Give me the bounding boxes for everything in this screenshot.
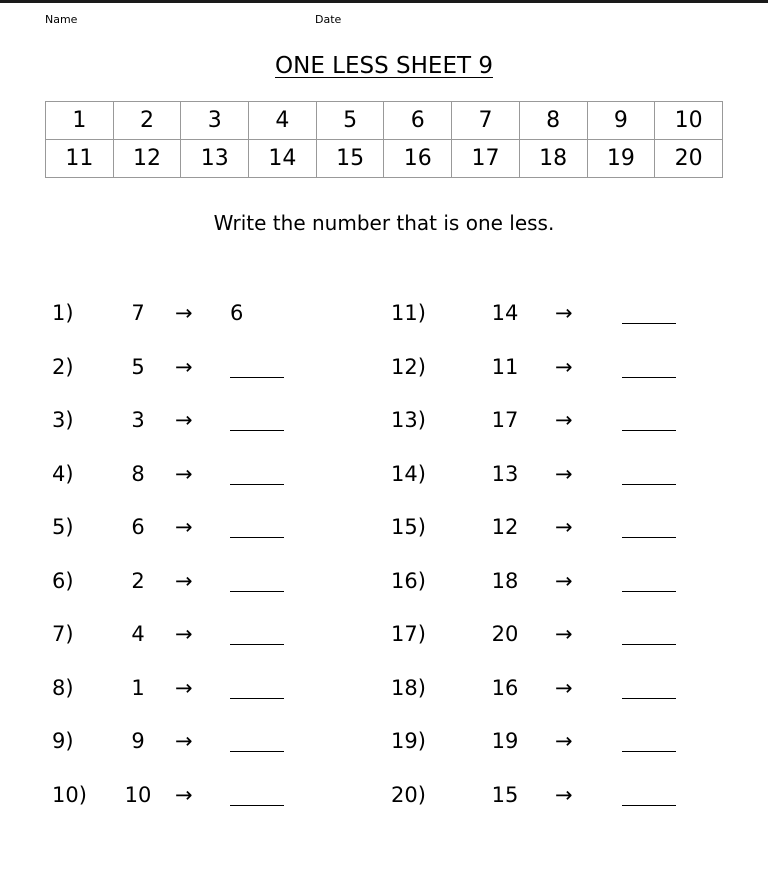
grid-cell: 14	[249, 140, 317, 178]
answer-blank[interactable]	[622, 698, 676, 699]
arrow-right-icon: →	[175, 622, 193, 646]
arrow-right-icon: →	[175, 461, 193, 486]
problem-label: 14)	[391, 461, 426, 486]
problem-label: 6)	[52, 568, 74, 593]
problem-label: 2)	[52, 354, 74, 379]
arrow-right-icon: →	[175, 408, 193, 432]
problem-label: 9)	[52, 729, 74, 753]
number-grid	[45, 101, 723, 178]
answer-blank[interactable]	[230, 484, 284, 485]
grid-cell: 2	[113, 102, 181, 140]
answer-blank[interactable]	[622, 323, 676, 324]
grid-cell: 5	[316, 102, 384, 140]
date-label: Date	[315, 13, 342, 26]
answer-blank[interactable]	[622, 377, 676, 378]
problem-number: 10	[124, 782, 152, 807]
problem-label: 3)	[52, 408, 74, 432]
answer-blank[interactable]	[622, 644, 676, 645]
answer-blank[interactable]	[230, 805, 284, 806]
answer-blank[interactable]	[622, 751, 676, 752]
grid-cell: 4	[249, 102, 317, 140]
arrow-right-icon: →	[175, 354, 193, 379]
arrow-right-icon: →	[555, 675, 573, 700]
problem-number: 15	[491, 782, 519, 807]
answer-blank[interactable]	[230, 377, 284, 378]
problem-number: 11	[491, 354, 519, 379]
answer-blank[interactable]	[230, 430, 284, 431]
problem-number: 8	[131, 461, 145, 486]
problem-label: 20)	[391, 782, 426, 807]
problem-label: 19)	[391, 729, 426, 753]
arrow-right-icon: →	[175, 301, 193, 325]
grid-cell: 7	[452, 102, 520, 140]
number-grid-row	[46, 140, 723, 178]
answer-blank[interactable]	[230, 751, 284, 752]
answer-blank[interactable]	[230, 591, 284, 592]
top-rule	[0, 0, 768, 3]
problem-label: 17)	[391, 622, 426, 646]
problem-label: 12)	[391, 354, 426, 379]
number-grid-row	[46, 102, 723, 140]
arrow-right-icon: →	[555, 461, 573, 486]
answer-blank[interactable]	[622, 591, 676, 592]
arrow-right-icon: →	[555, 301, 573, 325]
answer-blank[interactable]	[622, 537, 676, 538]
arrow-right-icon: →	[175, 729, 193, 753]
arrow-right-icon: →	[555, 408, 573, 432]
grid-cell: 3	[181, 102, 249, 140]
name-label: Name	[45, 13, 78, 26]
problem-label: 16)	[391, 568, 426, 593]
problem-number: 16	[491, 675, 519, 700]
grid-cell: 8	[519, 102, 587, 140]
problem-number: 14	[491, 301, 519, 325]
arrow-right-icon: →	[175, 568, 193, 593]
arrow-right-icon: →	[555, 515, 573, 539]
answer-blank[interactable]	[622, 484, 676, 485]
arrow-right-icon: →	[175, 782, 193, 807]
problem-label: 4)	[52, 461, 74, 486]
arrow-right-icon: →	[175, 515, 193, 539]
arrow-right-icon: →	[175, 675, 193, 700]
answer-blank[interactable]	[230, 537, 284, 538]
instruction: Write the number that is one less.	[213, 211, 555, 235]
problem-number: 19	[491, 729, 519, 753]
problem-number: 7	[131, 301, 145, 325]
grid-cell: 10	[655, 102, 723, 140]
grid-cell: 15	[316, 140, 384, 178]
problem-label: 18)	[391, 675, 426, 700]
problem-number: 1	[131, 675, 145, 700]
page-title-text: ONE LESS SHEET 9	[275, 53, 493, 79]
grid-cell: 9	[587, 102, 655, 140]
arrow-right-icon: →	[555, 729, 573, 753]
problem-number: 2	[131, 568, 145, 593]
grid-cell: 16	[384, 140, 452, 178]
problem-label: 1)	[52, 301, 74, 325]
problem-label: 10)	[52, 782, 87, 807]
answer-blank[interactable]	[622, 805, 676, 806]
arrow-right-icon: →	[555, 568, 573, 593]
answer-value: 6	[230, 301, 244, 325]
problem-number: 18	[491, 568, 519, 593]
grid-cell: 12	[113, 140, 181, 178]
grid-cell: 13	[181, 140, 249, 178]
grid-cell: 1	[46, 102, 114, 140]
grid-cell: 6	[384, 102, 452, 140]
problem-label: 5)	[52, 515, 74, 539]
problem-label: 7)	[52, 622, 74, 646]
problem-number: 20	[491, 622, 519, 646]
arrow-right-icon: →	[555, 622, 573, 646]
grid-cell: 20	[655, 140, 723, 178]
problem-number: 9	[131, 729, 145, 753]
problem-number: 6	[131, 515, 145, 539]
arrow-right-icon: →	[555, 782, 573, 807]
page-title	[0, 51, 768, 81]
arrow-right-icon: →	[555, 354, 573, 379]
problem-label: 8)	[52, 675, 74, 700]
problem-number: 3	[131, 408, 145, 432]
problem-label: 13)	[391, 408, 426, 432]
problem-number: 12	[491, 515, 519, 539]
problem-number: 13	[491, 461, 519, 486]
grid-cell: 17	[452, 140, 520, 178]
problem-label: 15)	[391, 515, 426, 539]
answer-blank[interactable]	[230, 698, 284, 699]
problem-number: 4	[131, 622, 145, 646]
answer-blank[interactable]	[622, 430, 676, 431]
grid-cell: 18	[519, 140, 587, 178]
problem-label: 11)	[391, 301, 426, 325]
problem-number: 5	[131, 354, 145, 379]
answer-blank[interactable]	[230, 644, 284, 645]
problem-number: 17	[491, 408, 519, 432]
grid-cell: 11	[46, 140, 114, 178]
grid-cell: 19	[587, 140, 655, 178]
